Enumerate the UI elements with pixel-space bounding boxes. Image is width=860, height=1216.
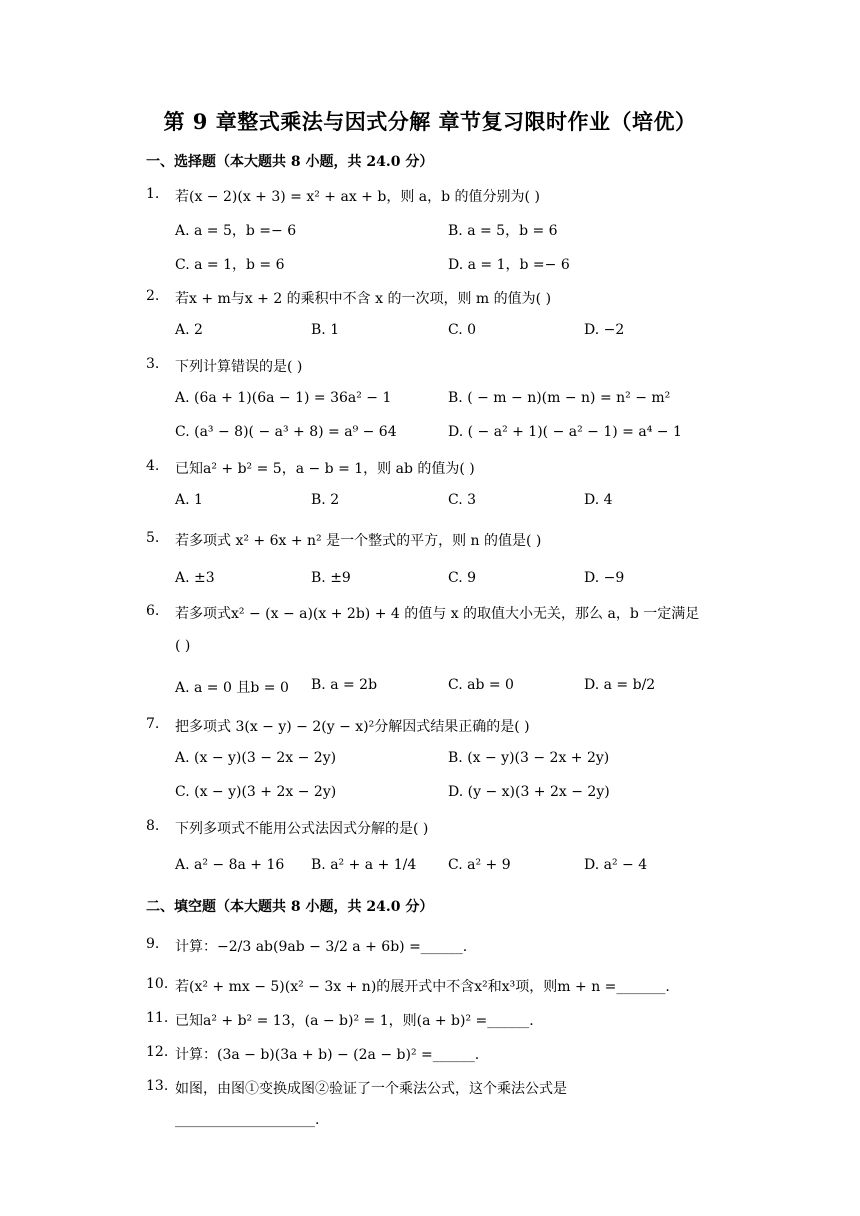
question-text: 若(x² + mx − 5)(x² − 3x + n)的展开式中不含x²和x³项，则m + n =_______. bbox=[175, 979, 670, 995]
question-number: 13. bbox=[146, 1078, 169, 1094]
option-c: C. a² + 9 bbox=[448, 857, 511, 873]
option-a: A. a = 5，b =− 6 bbox=[175, 223, 297, 239]
option-b: B. ±9 bbox=[311, 570, 351, 586]
question-number: 1. bbox=[146, 186, 160, 202]
question-text: 已知a² + b² = 5，a − b = 1，则 ab 的值为( ) bbox=[175, 461, 475, 477]
question-number: 3. bbox=[146, 356, 160, 372]
option-b: B. 1 bbox=[311, 322, 340, 338]
option-b: B. 2 bbox=[311, 492, 340, 508]
option-a: A. a = 0 且b = 0 bbox=[175, 680, 289, 696]
option-c: C. 3 bbox=[448, 492, 477, 508]
question-text: 下列多项式不能用公式法因式分解的是( ) bbox=[175, 821, 429, 837]
question-text: 如图，由图①变换成图②验证了一个乘法公式，这个乘法公式是 bbox=[175, 1081, 567, 1097]
option-b: B. a = 2b bbox=[311, 677, 378, 693]
option-b: B. ( − m − n)(m − n) = n² − m² bbox=[448, 390, 671, 406]
question-number: 6. bbox=[146, 603, 160, 619]
question-text: 下列计算错误的是( ) bbox=[175, 359, 303, 375]
option-a: A. (6a + 1)(6a − 1) = 36a² − 1 bbox=[175, 390, 392, 406]
question-number: 9. bbox=[146, 936, 160, 952]
option-a: A. a² − 8a + 16 bbox=[175, 857, 285, 873]
question-text: 若多项式x² − (x − a)(x + 2b) + 4 的值与 x 的取值大小无关，那么 a，b 一定满足 bbox=[175, 606, 700, 622]
option-a: A. ±3 bbox=[175, 570, 215, 586]
option-d: D. a = 1，b =− 6 bbox=[448, 257, 570, 273]
option-c: C. 9 bbox=[448, 570, 477, 586]
option-d: D. ( − a² + 1)( − a² − 1) = a⁴ − 1 bbox=[448, 424, 682, 440]
option-a: A. 2 bbox=[175, 322, 203, 338]
option-a: A. (x − y)(3 − 2x − 2y) bbox=[175, 750, 337, 766]
question-number: 11. bbox=[146, 1010, 169, 1026]
question-number: 7. bbox=[146, 716, 160, 732]
option-d: D. −9 bbox=[584, 570, 625, 586]
question-text: 已知a² + b² = 13，(a − b)² = 1，则(a + b)² =______. bbox=[175, 1013, 534, 1029]
answer-blank: ____________________. bbox=[175, 1112, 320, 1128]
question-number: 8. bbox=[146, 818, 160, 834]
option-c: C. ab = 0 bbox=[448, 677, 514, 693]
option-d: D. a = b/2 bbox=[584, 677, 656, 693]
question-text: 若(x − 2)(x + 3) = x² + ax + b，则 a，b 的值分别为( ) bbox=[175, 189, 540, 205]
option-c: C. a = 1，b = 6 bbox=[175, 257, 285, 273]
question-text: 计算：−2/3 ab(9ab − 3/2 a + 6b) =______. bbox=[175, 939, 468, 955]
section-heading-fill: 二、填空题（本大题共 8 小题，共 24.0 分） bbox=[146, 899, 434, 915]
option-b: B. a² + a + 1/4 bbox=[311, 857, 417, 873]
question-number: 5. bbox=[146, 530, 160, 546]
page-title: 第 9 章整式乘法与因式分解 章节复习限时作业（培优） bbox=[163, 109, 697, 134]
option-a: A. 1 bbox=[175, 492, 203, 508]
question-text: 若多项式 x² + 6x + n² 是一个整式的平方，则 n 的值是( ) bbox=[175, 533, 542, 549]
option-d: D. 4 bbox=[584, 492, 613, 508]
question-text: 计算：(3a − b)(3a + b) − (2a − b)² =______. bbox=[175, 1047, 480, 1063]
option-d: D. (y − x)(3 + 2x − 2y) bbox=[448, 784, 610, 800]
option-c: C. (a³ − 8)( − a³ + 8) = a⁹ − 64 bbox=[175, 424, 397, 440]
question-text: 若x + m与x + 2 的乘积中不含 x 的一次项，则 m 的值为( ) bbox=[175, 291, 552, 307]
option-d: D. −2 bbox=[584, 322, 625, 338]
question-number: 12. bbox=[146, 1044, 169, 1060]
option-b: B. (x − y)(3 − 2x + 2y) bbox=[448, 750, 610, 766]
question-number: 2. bbox=[146, 288, 160, 304]
question-text-continued: ( ) bbox=[175, 638, 191, 654]
option-c: C. 0 bbox=[448, 322, 477, 338]
option-c: C. (x − y)(3 + 2x − 2y) bbox=[175, 784, 337, 800]
question-text: 把多项式 3(x − y) − 2(y − x)²分解因式结果正确的是( ) bbox=[175, 719, 530, 735]
section-heading-choice: 一、选择题（本大题共 8 小题，共 24.0 分） bbox=[146, 154, 434, 170]
option-d: D. a² − 4 bbox=[584, 857, 648, 873]
question-number: 10. bbox=[146, 976, 169, 992]
question-number: 4. bbox=[146, 458, 160, 474]
option-b: B. a = 5，b = 6 bbox=[448, 223, 558, 239]
